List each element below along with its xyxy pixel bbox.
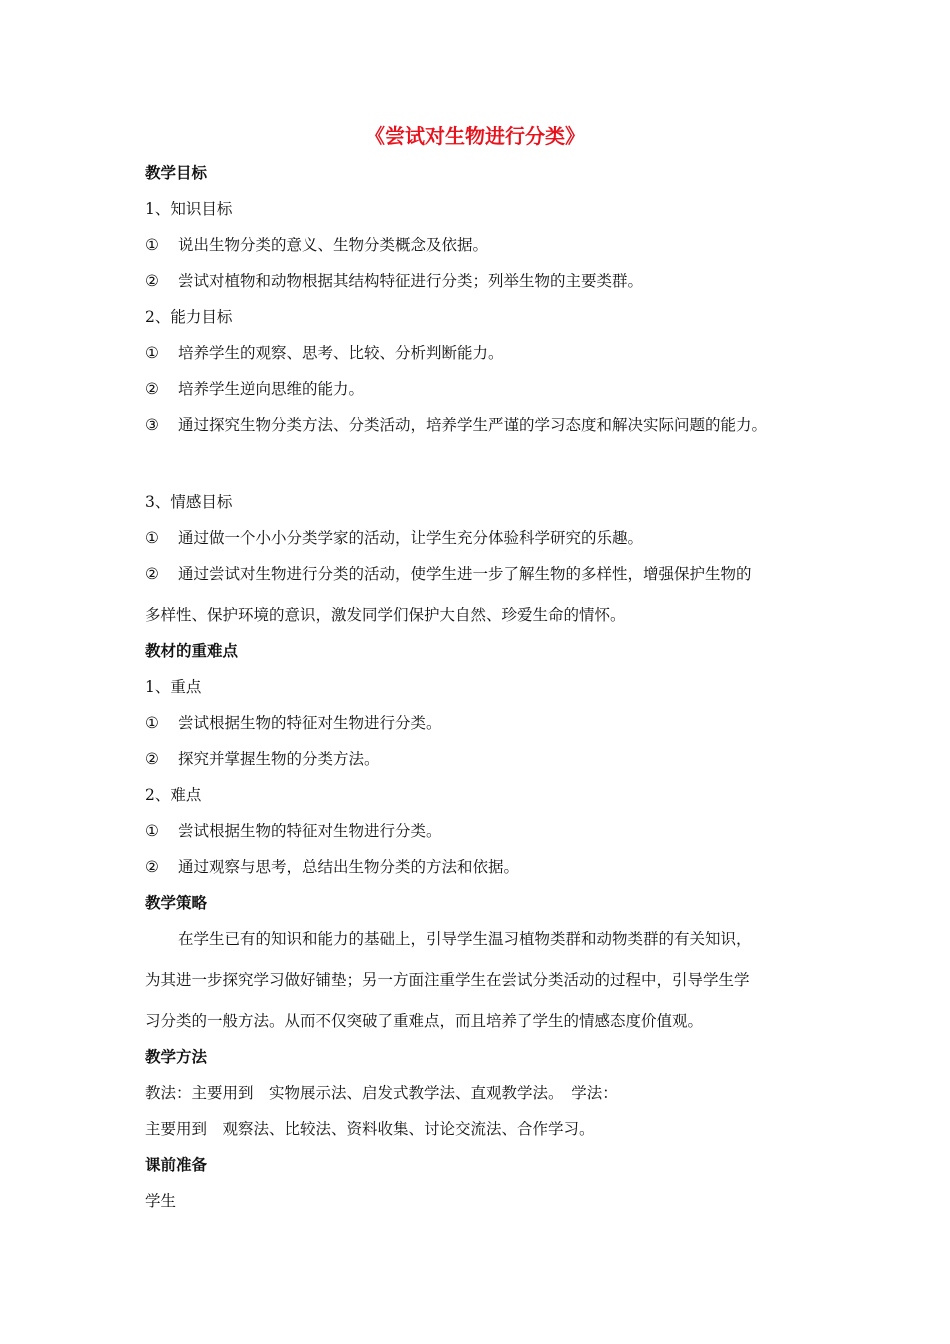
item-number: ② bbox=[145, 272, 159, 290]
paragraph-line: 习分类的一般方法。从而不仅突破了重难点，而且培养了学生的情感态度价值观。 bbox=[145, 1012, 704, 1030]
list-item bbox=[145, 713, 442, 733]
item-text: 尝试根据生物的特征对生物进行分类。 bbox=[178, 714, 442, 732]
methods-line: 教法：主要用到 实物展示法、启发式教学法、直观教学法。 学法： bbox=[145, 1084, 618, 1102]
item-number: ② bbox=[145, 858, 159, 876]
item-text: 尝试对植物和动物根据其结构特征进行分类；列举生物的主要类群。 bbox=[178, 272, 644, 290]
item-number: ② bbox=[145, 565, 159, 583]
preparation-line: 学生 bbox=[145, 1192, 177, 1210]
subheading-difficult: 2、难点 bbox=[145, 786, 202, 804]
list-item bbox=[145, 749, 380, 769]
item-text: 通过尝试对生物进行分类的活动，使学生进一步了解生物的多样性，增强保护生物的 bbox=[178, 565, 752, 583]
item-text: 说出生物分类的意义、生物分类概念及依据。 bbox=[178, 236, 489, 254]
heading-key-points: 教材的重难点 bbox=[145, 642, 239, 660]
paragraph-line: 在学生已有的知识和能力的基础上，引导学生温习植物类群和动物类群的有关知识， bbox=[178, 930, 752, 948]
subheading-ability-objectives: 2、能力目标 bbox=[145, 308, 233, 326]
item-text: 探究并掌握生物的分类方法。 bbox=[178, 750, 380, 768]
list-item bbox=[145, 415, 767, 435]
item-number: ① bbox=[145, 822, 159, 840]
list-item bbox=[145, 271, 643, 291]
item-number: ① bbox=[145, 344, 159, 362]
heading-teaching-methods: 教学方法 bbox=[145, 1048, 208, 1066]
list-item bbox=[145, 235, 488, 255]
item-text: 培养学生逆向思维的能力。 bbox=[178, 380, 365, 398]
paragraph-continuation: 多样性、保护环境的意识，激发同学们保护大自然、珍爱生命的情怀。 bbox=[145, 606, 626, 624]
item-text: 通过探究生物分类方法、分类活动，培养学生严谨的学习态度和解决实际问题的能力。 bbox=[178, 416, 768, 434]
heading-teaching-strategy: 教学策略 bbox=[145, 894, 208, 912]
list-item bbox=[145, 528, 643, 548]
list-item bbox=[145, 564, 752, 584]
methods-line: 主要用到 观察法、比较法、资料收集、讨论交流法、合作学习。 bbox=[145, 1120, 595, 1138]
list-item bbox=[145, 821, 442, 841]
item-number: ① bbox=[145, 714, 159, 732]
list-item bbox=[145, 379, 364, 399]
item-text: 培养学生的观察、思考、比较、分析判断能力。 bbox=[178, 344, 504, 362]
subheading-key: 1、重点 bbox=[145, 678, 202, 696]
list-item bbox=[145, 343, 504, 363]
list-item bbox=[145, 857, 519, 877]
item-number: ① bbox=[145, 529, 159, 547]
item-number: ② bbox=[145, 750, 159, 768]
heading-preparation: 课前准备 bbox=[145, 1156, 208, 1174]
item-text: 通过做一个小小分类学家的活动，让学生充分体验科学研究的乐趣。 bbox=[178, 529, 644, 547]
paragraph-line: 为其进一步探究学习做好铺垫；另一方面注重学生在尝试分类活动的过程中，引导学生学 bbox=[145, 971, 750, 989]
document-title: 《尝试对生物进行分类》 bbox=[365, 124, 585, 148]
item-number: ① bbox=[145, 236, 159, 254]
subheading-knowledge-objectives: 1、知识目标 bbox=[145, 200, 233, 218]
item-number: ② bbox=[145, 380, 159, 398]
item-text: 通过观察与思考，总结出生物分类的方法和依据。 bbox=[178, 858, 520, 876]
subheading-emotion-objectives: 3、情感目标 bbox=[145, 493, 233, 511]
item-number: ③ bbox=[145, 416, 159, 434]
heading-teaching-objectives: 教学目标 bbox=[145, 164, 208, 182]
item-text: 尝试根据生物的特征对生物进行分类。 bbox=[178, 822, 442, 840]
